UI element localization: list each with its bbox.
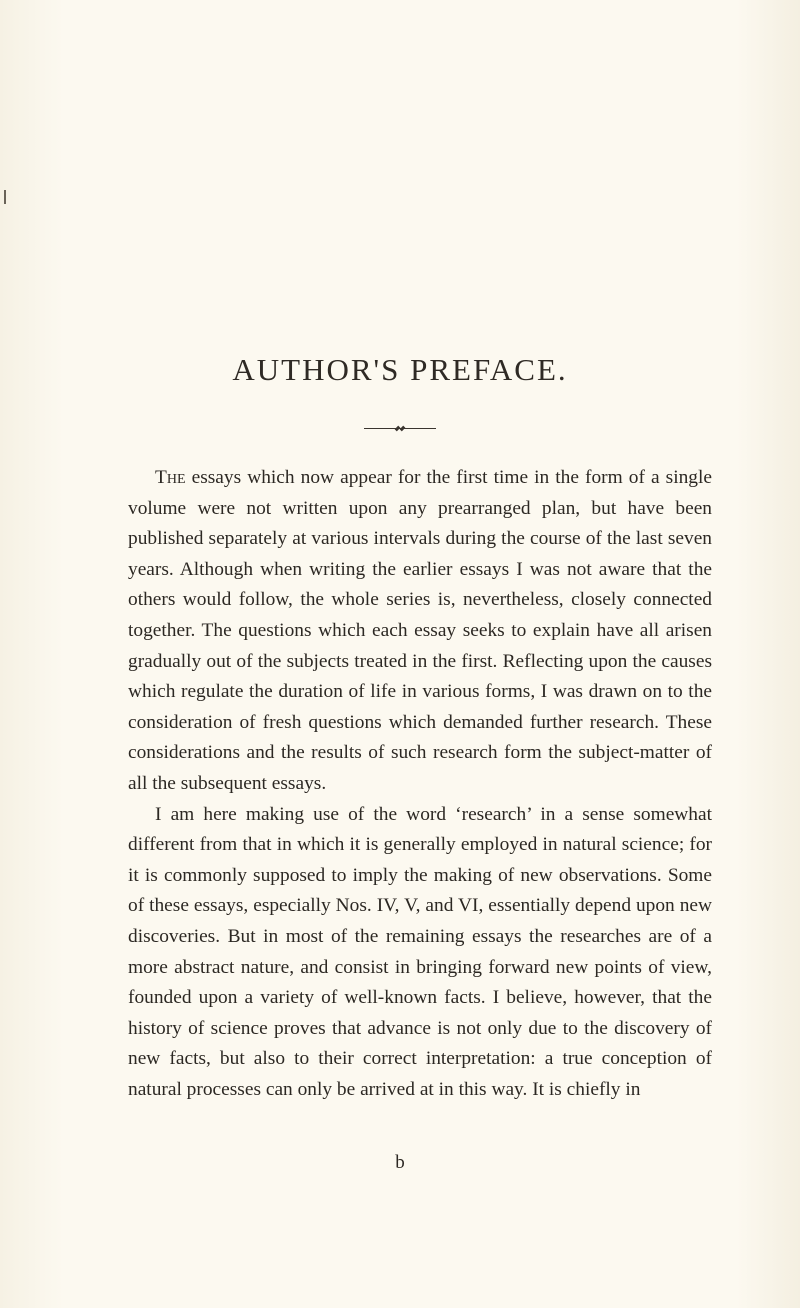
signature-mark: b [395, 1152, 405, 1173]
ornamental-rule [364, 427, 436, 431]
paragraph-1 [128, 463, 712, 800]
paragraph-lead: The [155, 467, 186, 488]
paragraph-2 [128, 800, 712, 1106]
page-title: AUTHOR'S PREFACE. [232, 352, 568, 387]
margin-mark [4, 190, 6, 204]
rule-diamond [400, 426, 406, 432]
paragraph-text: I am here making use of the word ‘research’ in a sense somewhat different from that in which it is generally employed in natural science; for it is commonly supposed to imply the making of new observations. Some of these essays, especially Nos. IV, V, and VI, essentially depend upon new discoveries. But in most of the remaining essays the researches are of a more abstract nature, and consist in bringing forward new points of view, founded upon a variety of well-known facts. I believe, however, that the history of science proves that advance is not only due to the discovery of new facts, but also to their correct interpretation: a true conception of natural processes can only be arrived at in this way. It is chiefly in [128, 803, 712, 1100]
paragraph-text: essays which now appear for the first time in the form of a single volume were not written upon any prearranged plan, but have been published separately at various intervals during the course of the last seven years. Although when writing the earlier essays I was not aware that the others would follow, the whole series is, nevertheless, closely connected together. The questions which each essay seeks to explain have all arisen gradually out of the subjects treated in the first. Reflecting upon the causes which regulate the duration of life in various forms, I was drawn on to the consideration of fresh questions which demanded further research. These considerations and the results of such research form the subject-matter of all the subsequent essays. [128, 467, 712, 794]
preface-body [128, 463, 712, 1105]
